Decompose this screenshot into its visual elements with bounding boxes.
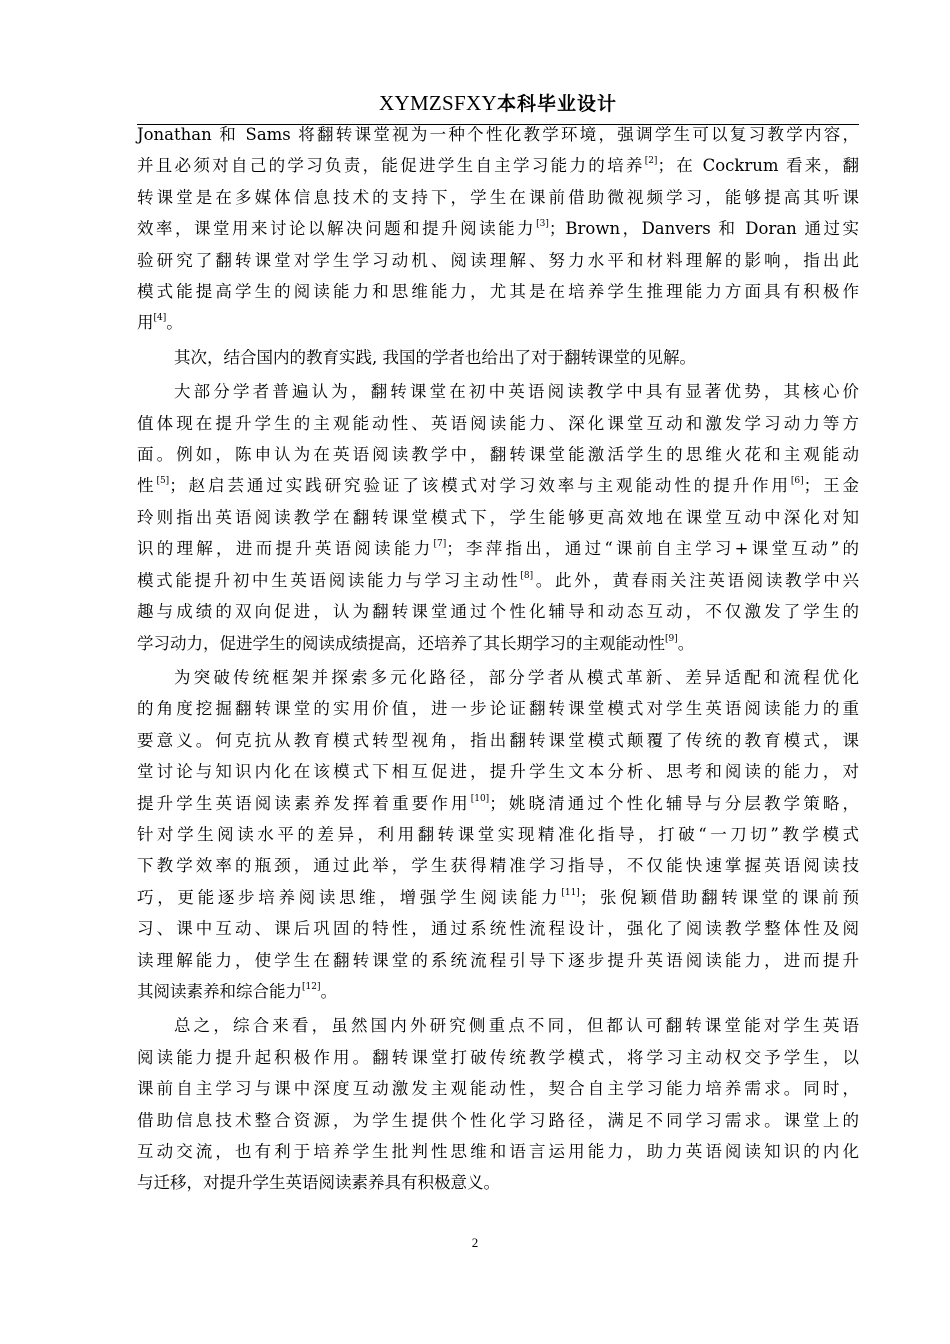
text-line: 其次，结合国内的教育实践, 我国的学者也给出了对于翻转课堂的见解。	[174, 347, 696, 367]
text-line: 验研究了翻转课堂对学生学习动机、阅读理解、努力水平和材料理解的影响，指出此	[137, 250, 859, 270]
body-text	[137, 119, 859, 1199]
paragraph	[137, 342, 859, 373]
text-line: 巧，更能逐步培养阅读思维，增强学生阅读能力[11]；张倪颖借助翻转课堂的课前预	[137, 887, 860, 907]
text-line: 值体现在提升学生的主观能动性、英语阅读能力、深化课堂互动和激发学习动力等方	[137, 413, 859, 433]
citation: [10]	[470, 793, 490, 804]
citation: [5]	[156, 476, 170, 487]
citation: [8]	[520, 570, 534, 581]
citation: [11]	[561, 887, 580, 898]
citation: [9]	[665, 633, 678, 644]
text-line: 大部分学者普遍认为，翻转课堂在初中英语阅读教学中具有显著优势，其核心价	[174, 382, 859, 402]
paragraph	[137, 119, 859, 339]
text-line: 互动交流，也有利于培养学生批判性思维和语言运用能力，助力英语阅读知识的内化	[137, 1142, 859, 1161]
text-line: 面。例如，陈申认为在英语阅读教学中，翻转课堂能激活学生的思维火花和主观能动	[137, 445, 859, 465]
citation: [2]	[644, 156, 658, 167]
page-number: 2	[471, 1235, 479, 1250]
text-line: 与迁移，对提升学生英语阅读素养具有积极意义。	[137, 1173, 500, 1193]
text-line: 下教学效率的瓶颈，通过此举，学生获得精准学习指导，不仅能快速掌握英语阅读技	[137, 856, 859, 876]
paragraph	[137, 1010, 859, 1198]
text-line: 读理解能力，使学生在翻转课堂的系统流程引导下逐步提升英语阅读能力，进而提升	[137, 950, 859, 970]
text-line: 识的理解，进而提升英语阅读能力[7]；李萍指出，通过“课前自主学习+课堂互动”的	[137, 539, 859, 559]
text-line: 并且必须对自己的学习负责，能促进学生自主学习能力的培养[2]；在 Cockrum 看来，翻	[137, 156, 860, 176]
text-line: 阅读能力提升起积极作用。翻转课堂打破传统教学模式，将学习主动权交予学生，以	[137, 1047, 859, 1067]
text-line: 的角度挖掘翻转课堂的实用价值，进一步论证翻转课堂模式对学生英语阅读能力的重	[137, 699, 859, 719]
text-line: 堂讨论与知识内化在该模式下相互促进，提升学生文本分析、思考和阅读的能力，对	[137, 762, 859, 782]
text-line: 趣与成绩的双向促进，认为翻转课堂通过个性化辅导和动态互动，不仅激发了学生的	[137, 602, 859, 622]
paragraph	[137, 376, 859, 659]
text-line: 课前自主学习与课中深度互动激发主观能动性，契合自主学习能力培养需求。同时，	[137, 1079, 859, 1099]
text-line: 玲则指出英语阅读教学在翻转课堂模式下，学生能够更高效地在课堂互动中深化对知	[137, 507, 859, 527]
text-line: 针对学生阅读水平的差异，利用翻转课堂实现精准化指导，打破“一刀切”教学模式	[137, 824, 859, 844]
text-line: Jonathan 和 Sams 将翻转课堂视为一种个性化教学环境，强调学生可以复习教学内容，	[137, 125, 859, 144]
text-line: 为突破传统框架并探索多元化路径，部分学者从模式革新、差异适配和流程优化	[174, 667, 859, 687]
citation: [3]	[536, 219, 549, 230]
text-line: 转课堂是在多媒体信息技术的支持下，学生在课前借助微视频学习，能够提高其听课	[137, 187, 859, 207]
citation: [7]	[433, 539, 447, 550]
text-line: 习、课中互动、课后巩固的特性，通过系统性流程设计，强化了阅读教学整体性及阅	[137, 919, 859, 939]
citation: [4]	[153, 313, 167, 324]
text-line: 性[5]；赵启芸通过实践研究验证了该模式对学习效率与主观能动性的提升作用[6]；王金	[137, 476, 860, 496]
text-line: 总之，综合来看，虽然国内外研究侧重点不同，但都认可翻转课堂能对学生英语	[174, 1016, 859, 1036]
citation: [6]	[790, 476, 804, 487]
text-line: 其阅读素养和综合能力[12]。	[137, 981, 337, 1001]
text-line: 效率，课堂用来讨论以解决问题和提升阅读能力[3]；Brown，Danvers 和 Doran 通过实	[137, 219, 859, 239]
header-title: 本科毕业设计	[496, 93, 617, 115]
header-code: XYMZSFXY	[379, 91, 497, 115]
paragraph	[137, 662, 859, 1007]
text-line: 借助信息技术整合资源，为学生提供个性化学习路径，满足不同学习需求。课堂上的	[137, 1110, 859, 1130]
text-line: 提升学生英语阅读素养发挥着重要作用[10]；姚晓清通过个性化辅导与分层教学策略，	[137, 793, 860, 813]
text-line: 要意义。何克抗从教育模式转型视角，指出翻转课堂模式颠覆了传统的教育模式，课	[137, 730, 859, 750]
text-line: 模式能提高学生的阅读能力和思维能力，尤其是在培养学生推理能力方面具有积极作	[137, 282, 859, 302]
text-line: 模式能提升初中生英语阅读能力与学习主动性[8]。此外，黄春雨关注英语阅读教学中兴	[137, 570, 860, 590]
text-line: 用[4]。	[137, 313, 183, 333]
text-line: 学习动力，促进学生的阅读成绩提高，还培养了其长期学习的主观能动性[9]。	[137, 633, 695, 653]
citation: [12]	[302, 981, 321, 992]
